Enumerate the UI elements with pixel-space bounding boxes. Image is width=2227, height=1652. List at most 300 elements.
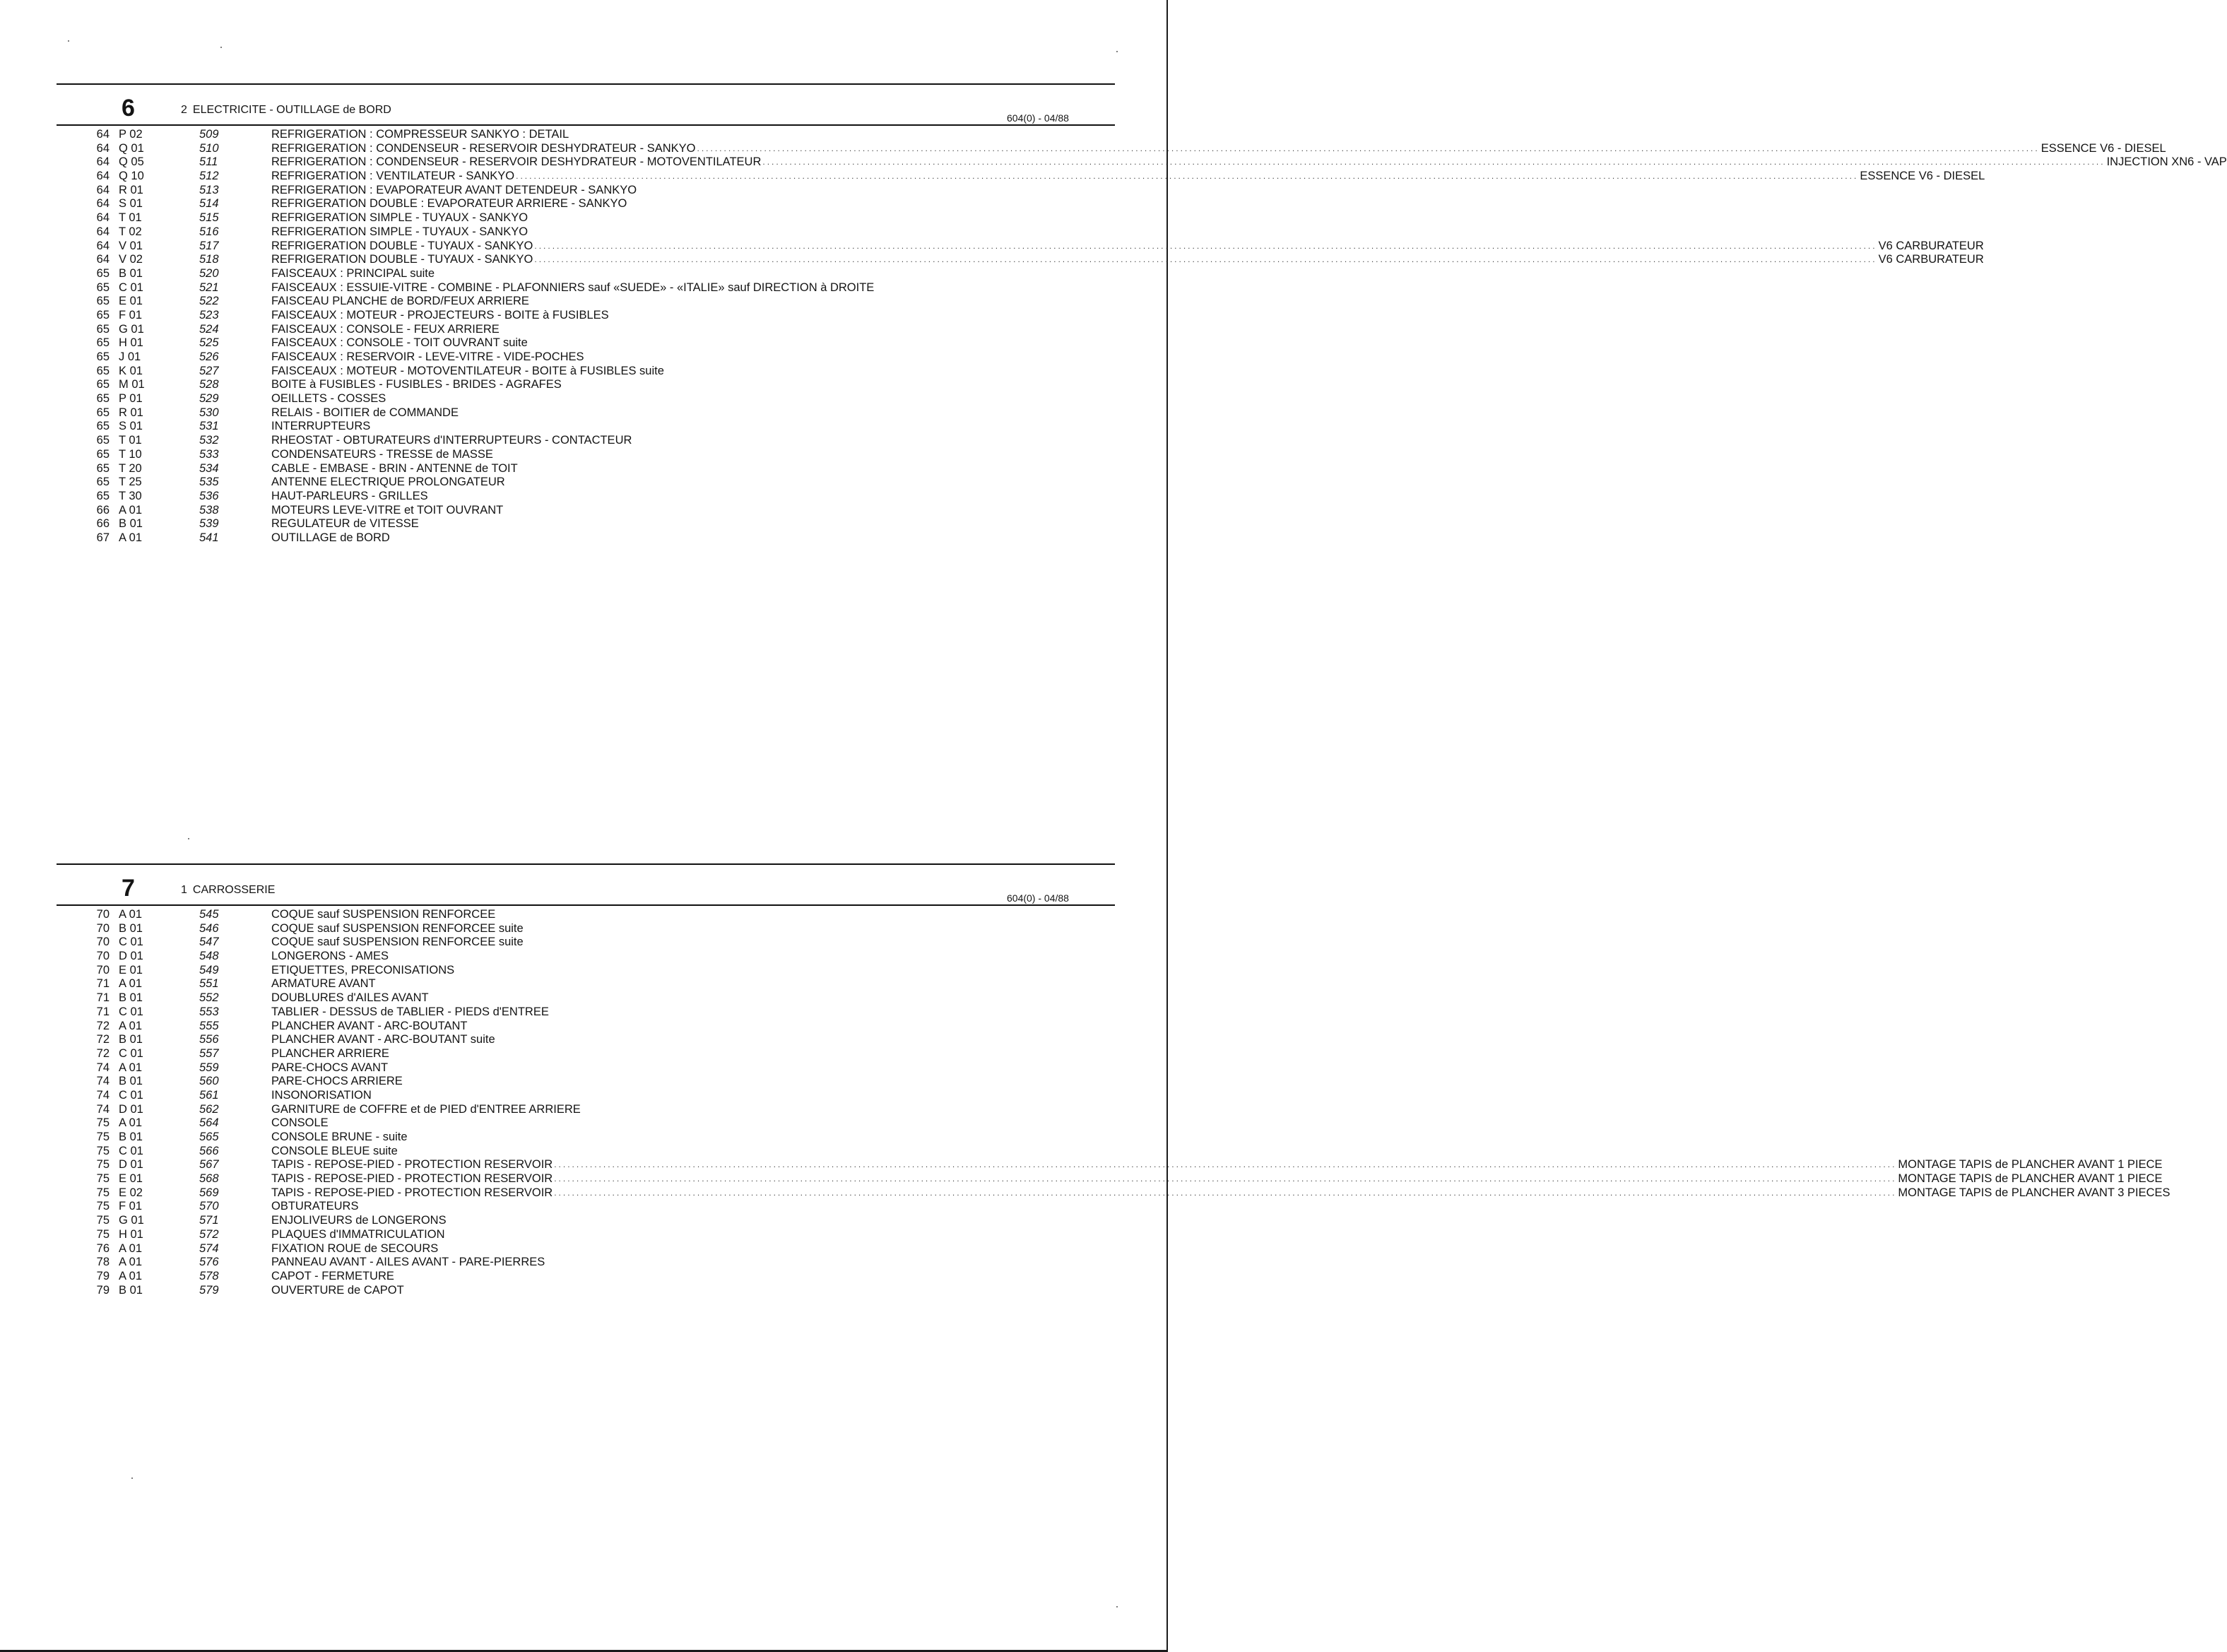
item-number: 70 <box>96 963 110 977</box>
list-item <box>57 336 1116 350</box>
item-number: 76 <box>96 1241 110 1255</box>
item-number: 64 <box>96 211 110 225</box>
item-page: 525 <box>199 336 219 350</box>
list-item <box>57 991 1116 1005</box>
item-page: 546 <box>199 921 219 935</box>
list-item <box>57 253 1984 267</box>
item-note: V6 CARBURATEUR <box>1878 253 1984 266</box>
item-page: 570 <box>199 1200 219 1213</box>
item-page: 567 <box>199 1158 219 1172</box>
item-title: LONGERONS - AMES <box>271 950 389 963</box>
item-group: R 01 <box>119 406 143 419</box>
item-page: 524 <box>199 322 219 336</box>
item-number: 65 <box>96 281 110 294</box>
item-group: S 01 <box>119 197 143 211</box>
item-note: INJECTION XN6 - VAP <box>2106 155 2227 169</box>
item-number: 72 <box>96 1046 110 1060</box>
item-description <box>271 365 1094 379</box>
item-number: 74 <box>96 1061 110 1074</box>
item-group: H 01 <box>119 1227 143 1241</box>
item-page: 515 <box>199 211 219 225</box>
item-description <box>271 267 1094 281</box>
scan-speck <box>1116 51 1118 52</box>
item-description <box>271 170 1985 184</box>
item-title: REFRIGERATION SIMPLE - TUYAUX - SANKYO <box>271 211 528 225</box>
list-item <box>57 184 1116 198</box>
item-number: 66 <box>96 503 110 517</box>
item-description <box>271 1200 1094 1214</box>
list-item <box>57 197 1116 211</box>
list-item <box>57 309 1116 323</box>
item-page: 527 <box>199 364 219 377</box>
item-number: 64 <box>96 197 110 211</box>
parts-index-list <box>57 128 2227 545</box>
leader-dots: ............................................................................................................................................................................................................................................................................................................ <box>534 240 1877 251</box>
item-number: 65 <box>96 392 110 406</box>
section-bottom-rule <box>57 124 1115 126</box>
item-title: COQUE sauf SUSPENSION RENFORCEE <box>271 908 496 921</box>
item-note: ESSENCE V6 - DIESEL <box>2040 141 2166 155</box>
item-note: V6 CARBURATEUR <box>1878 239 1984 252</box>
list-item <box>57 281 1116 295</box>
item-number: 65 <box>96 447 110 461</box>
item-title: HAUT-PARLEURS - GRILLES <box>271 489 428 502</box>
item-description <box>271 141 2166 156</box>
item-page: 568 <box>199 1172 219 1186</box>
list-item <box>57 1131 1116 1145</box>
item-title: PARE-CHOCS AVANT <box>271 1061 389 1074</box>
item-number: 72 <box>96 1019 110 1032</box>
item-group: B 01 <box>119 921 143 935</box>
item-page: 532 <box>199 434 219 447</box>
list-item <box>57 462 1116 476</box>
item-title: FAISCEAU PLANCHE de BORD/FEUX ARRIERE <box>271 295 529 308</box>
item-group: A 01 <box>119 1061 143 1074</box>
item-description <box>271 1020 1094 1034</box>
item-description <box>271 392 1094 406</box>
item-number: 65 <box>96 378 110 391</box>
item-title: FAISCEAUX : RESERVOIR - LEVE-VITRE - VIDE-POCHES <box>271 350 584 363</box>
item-number: 79 <box>96 1269 110 1282</box>
item-description <box>271 336 1094 350</box>
item-number: 64 <box>96 253 110 266</box>
item-title: MOTEURS LEVE-VITRE et TOIT OUVRANT <box>271 503 504 517</box>
list-item <box>57 531 1116 545</box>
item-description <box>271 964 1094 978</box>
item-number: 65 <box>96 350 110 363</box>
item-group: K 01 <box>119 364 143 377</box>
list-item <box>57 155 2227 170</box>
item-group: V 01 <box>119 239 143 252</box>
item-group: A 01 <box>119 503 143 517</box>
item-number: 64 <box>96 239 110 252</box>
leader-dots: ............................................................................................................................................................................................................................................................................................................ <box>697 143 2040 153</box>
section-sub-number: 2 <box>181 104 187 116</box>
list-item <box>57 977 1116 991</box>
section-title <box>181 885 275 896</box>
item-title: INSONORISATION <box>271 1088 372 1102</box>
item-description <box>271 295 1094 309</box>
list-item <box>57 1145 1116 1159</box>
item-group: C 01 <box>119 1005 143 1018</box>
item-group: G 01 <box>119 1214 144 1227</box>
list-item <box>57 434 1116 448</box>
item-note: MONTAGE TAPIS de PLANCHER AVANT 1 PIECE <box>1898 1172 2163 1186</box>
item-title: CABLE - EMBASE - BRIN - ANTENNE de TOIT <box>271 461 518 475</box>
item-number: 64 <box>96 128 110 141</box>
item-page: 528 <box>199 378 219 391</box>
item-page: 514 <box>199 197 219 211</box>
list-item <box>57 908 1116 922</box>
list-item <box>57 1284 1116 1298</box>
list-item <box>57 448 1116 462</box>
scan-speck <box>188 838 189 839</box>
item-page: 539 <box>199 517 219 531</box>
item-page: 555 <box>199 1019 219 1032</box>
item-title: OEILLETS - COSSES <box>271 392 386 406</box>
item-number: 74 <box>96 1088 110 1102</box>
item-description <box>271 1005 1094 1020</box>
item-description <box>271 239 1984 254</box>
list-item <box>57 392 1116 406</box>
item-title: PLANCHER AVANT - ARC-BOUTANT suite <box>271 1033 495 1046</box>
item-group: Q 05 <box>119 155 144 169</box>
item-number: 70 <box>96 908 110 921</box>
item-group: P 02 <box>119 128 143 141</box>
item-title: PARE-CHOCS ARRIERE <box>271 1075 403 1088</box>
item-page: 572 <box>199 1227 219 1241</box>
list-item <box>57 1172 2163 1186</box>
list-item <box>57 1005 1116 1020</box>
list-item <box>57 1061 1116 1075</box>
item-description <box>271 950 1094 964</box>
item-title: TABLIER - DESSUS de TABLIER - PIEDS d'ENTREE <box>271 1005 549 1018</box>
list-item <box>57 1075 1116 1089</box>
list-item <box>57 1270 1116 1284</box>
item-number: 65 <box>96 420 110 433</box>
list-item <box>57 128 1116 142</box>
list-item <box>57 490 1116 504</box>
item-title: RHEOSTAT - OBTURATEURS d'INTERRUPTEURS - CONTACTEUR <box>271 434 632 447</box>
item-title: INTERRUPTEURS <box>271 420 371 433</box>
list-item <box>57 323 1116 337</box>
leader-dots: ............................................................................................................................................................................................................................................................................................................ <box>762 157 2105 167</box>
item-number: 74 <box>96 1102 110 1116</box>
item-page: 579 <box>199 1283 219 1297</box>
list-item <box>57 420 1116 434</box>
item-title: FAISCEAUX : CONSOLE - FEUX ARRIERE <box>271 322 500 336</box>
item-description <box>271 922 1094 936</box>
item-page: 560 <box>199 1075 219 1088</box>
item-number: 75 <box>96 1200 110 1213</box>
item-number: 65 <box>96 434 110 447</box>
scan-speck <box>220 47 222 48</box>
item-page: 530 <box>199 406 219 419</box>
item-page: 574 <box>199 1241 219 1255</box>
item-group: A 01 <box>119 1256 143 1269</box>
item-group: C 01 <box>119 1088 143 1102</box>
section-reference: 604(0) - 04/88 <box>1007 892 1069 904</box>
item-title: ENJOLIVEURS de LONGERONS <box>271 1214 447 1227</box>
item-page: 545 <box>199 908 219 921</box>
item-group: T 20 <box>119 461 142 475</box>
item-page: 547 <box>199 936 219 949</box>
item-title: CAPOT - FERMETURE <box>271 1269 394 1282</box>
item-page: 521 <box>199 281 219 294</box>
list-item <box>57 1103 1116 1117</box>
scan-speck <box>131 1477 133 1479</box>
list-item <box>57 365 1116 379</box>
item-number: 75 <box>96 1227 110 1241</box>
item-page: 548 <box>199 950 219 963</box>
item-group: B 01 <box>119 1033 143 1046</box>
item-description <box>271 211 1094 225</box>
item-group: A 01 <box>119 1241 143 1255</box>
item-group: F 01 <box>119 1200 143 1213</box>
item-description <box>271 1284 1094 1298</box>
section-number: 7 <box>122 875 135 902</box>
item-number: 75 <box>96 1116 110 1130</box>
item-title: ETIQUETTES, PRECONISATIONS <box>271 963 455 977</box>
parts-index-list <box>57 908 2170 1297</box>
item-title: FAISCEAUX : PRINCIPAL suite <box>271 266 435 280</box>
item-group: C 01 <box>119 936 143 949</box>
item-title: BOITE à FUSIBLES - FUSIBLES - BRIDES - AGRAFES <box>271 378 562 391</box>
item-group: A 01 <box>119 531 143 544</box>
item-group: A 01 <box>119 908 143 921</box>
item-group: T 01 <box>119 434 142 447</box>
item-title: REFRIGERATION : CONDENSEUR - RESERVOIR DESHYDRATEUR - MOTOVENTILATEUR <box>271 155 762 169</box>
item-group: D 01 <box>119 1158 143 1172</box>
item-page: 559 <box>199 1061 219 1074</box>
item-number: 67 <box>96 531 110 544</box>
item-description <box>271 504 1094 518</box>
item-number: 70 <box>96 921 110 935</box>
item-page: 557 <box>199 1046 219 1060</box>
item-description <box>271 977 1094 991</box>
item-number: 74 <box>96 1075 110 1088</box>
item-page: 552 <box>199 991 219 1005</box>
item-page: 522 <box>199 295 219 308</box>
item-page: 510 <box>199 141 219 155</box>
item-group: E 01 <box>119 295 143 308</box>
item-title: FAISCEAUX : MOTEUR - MOTOVENTILATEUR - BOITE à FUSIBLES suite <box>271 364 664 377</box>
leader-dots: ............................................................................................................................................................................................................................................................................................................ <box>554 1187 1897 1198</box>
item-description <box>271 128 1094 142</box>
item-group: Q 10 <box>119 170 144 183</box>
item-description <box>271 1075 1094 1089</box>
item-number: 79 <box>96 1283 110 1297</box>
item-page: 512 <box>199 170 219 183</box>
item-number: 64 <box>96 183 110 196</box>
list-item <box>57 950 1116 964</box>
item-title: REFRIGERATION : VENTILATEUR - SANKYO <box>271 170 515 183</box>
item-number: 66 <box>96 517 110 531</box>
item-page: 569 <box>199 1186 219 1199</box>
item-group: B 01 <box>119 1283 143 1297</box>
item-page: 571 <box>199 1214 219 1227</box>
item-number: 75 <box>96 1144 110 1157</box>
list-item <box>57 1089 1116 1103</box>
item-page: 561 <box>199 1088 219 1102</box>
item-description <box>271 1047 1094 1061</box>
item-title: REFRIGERATION : CONDENSEUR - RESERVOIR DESHYDRATEUR - SANKYO <box>271 141 696 155</box>
item-title: CONSOLE BLEUE suite <box>271 1144 398 1157</box>
item-page: 517 <box>199 239 219 252</box>
leader-dots: ............................................................................................................................................................................................................................................................................................................ <box>534 254 1877 265</box>
item-title: ANTENNE ELECTRIQUE PROLONGATEUR <box>271 476 505 489</box>
item-title: TAPIS - REPOSE-PIED - PROTECTION RESERVOIR <box>271 1172 553 1186</box>
item-number: 75 <box>96 1131 110 1143</box>
item-page: 516 <box>199 225 219 238</box>
item-description <box>271 350 1094 365</box>
item-description <box>271 1228 1094 1242</box>
item-title: FAISCEAUX : CONSOLE - TOIT OUVRANT suite <box>271 336 528 350</box>
item-number: 72 <box>96 1033 110 1046</box>
item-group: D 01 <box>119 1102 143 1116</box>
item-group: T 01 <box>119 211 142 225</box>
item-description <box>271 476 1094 490</box>
item-page: 511 <box>199 155 218 169</box>
list-item <box>57 1116 1116 1131</box>
item-page: 562 <box>199 1102 219 1116</box>
item-title: REFRIGERATION : COMPRESSEUR SANKYO : DETAIL <box>271 128 569 141</box>
leader-dots: ............................................................................................................................................................................................................................................................................................................ <box>554 1160 1897 1170</box>
item-description <box>271 155 2227 170</box>
item-title: REFRIGERATION : EVAPORATEUR AVANT DETENDEUR - SANKYO <box>271 183 637 196</box>
item-group: E 01 <box>119 1172 143 1186</box>
item-description <box>271 1270 1094 1284</box>
item-description <box>271 1033 1094 1047</box>
item-group: M 01 <box>119 378 145 391</box>
item-page: 531 <box>199 420 219 433</box>
item-page: 564 <box>199 1116 219 1130</box>
item-note: MONTAGE TAPIS de PLANCHER AVANT 1 PIECE <box>1898 1158 2163 1172</box>
item-title: ARMATURE AVANT <box>271 977 376 991</box>
item-number: 65 <box>96 476 110 489</box>
item-number: 65 <box>96 336 110 350</box>
item-title: PLAQUES d'IMMATRICULATION <box>271 1227 445 1241</box>
item-group: D 01 <box>119 950 143 963</box>
item-group: F 01 <box>119 308 143 321</box>
list-item <box>57 964 1116 978</box>
item-group: J 01 <box>119 350 141 363</box>
item-page: 538 <box>199 503 219 517</box>
section-sub-number: 1 <box>181 884 187 896</box>
item-page: 566 <box>199 1144 219 1157</box>
item-title: PLANCHER AVANT - ARC-BOUTANT <box>271 1019 468 1032</box>
item-group: C 01 <box>119 281 143 294</box>
item-number: 75 <box>96 1186 110 1199</box>
item-page: 578 <box>199 1269 219 1282</box>
list-item <box>57 517 1116 531</box>
section-number: 6 <box>122 95 135 122</box>
item-description <box>271 1145 1094 1159</box>
item-group: H 01 <box>119 336 143 350</box>
item-group: B 01 <box>119 517 143 531</box>
list-item <box>57 1228 1116 1242</box>
section-title-text: CARROSSERIE <box>192 884 276 896</box>
item-number: 65 <box>96 364 110 377</box>
item-number: 71 <box>96 977 110 991</box>
item-title: REGULATEUR de VITESSE <box>271 517 419 531</box>
section-title <box>181 105 391 116</box>
item-page: 541 <box>199 531 219 544</box>
item-description <box>271 517 1094 531</box>
list-item <box>57 1256 1116 1270</box>
item-description <box>271 1186 2170 1200</box>
list-item <box>57 239 1984 254</box>
item-number: 70 <box>96 936 110 949</box>
item-title: FAISCEAUX : ESSUIE-VITRE - COMBINE - PLAFONNIERS sauf «SUEDE» - «ITALIE» sauf DIRECTION à DROITE <box>271 281 875 294</box>
list-item <box>57 1186 2170 1200</box>
item-page: 526 <box>199 350 219 363</box>
list-item <box>57 936 1116 950</box>
item-title: RELAIS - BOITIER de COMMANDE <box>271 406 459 419</box>
item-description <box>271 908 1094 922</box>
list-item <box>57 211 1116 225</box>
item-description <box>271 406 1094 420</box>
item-number: 75 <box>96 1214 110 1227</box>
item-title: TAPIS - REPOSE-PIED - PROTECTION RESERVOIR <box>271 1186 553 1199</box>
item-number: 65 <box>96 295 110 308</box>
item-description <box>271 1131 1094 1145</box>
item-description <box>271 225 1094 240</box>
item-group: V 02 <box>119 253 143 266</box>
item-number: 65 <box>96 489 110 502</box>
list-item <box>57 476 1116 490</box>
item-number: 75 <box>96 1158 110 1172</box>
item-title: OBTURATEURS <box>271 1200 359 1213</box>
item-group: B 01 <box>119 991 143 1005</box>
item-description <box>271 1172 2163 1186</box>
item-description <box>271 434 1094 448</box>
list-item <box>57 141 2166 156</box>
item-number: 78 <box>96 1256 110 1269</box>
item-description <box>271 323 1094 337</box>
item-description <box>271 420 1094 434</box>
list-item <box>57 225 1116 240</box>
item-title: REFRIGERATION DOUBLE - TUYAUX - SANKYO <box>271 239 533 252</box>
item-group: A 01 <box>119 1019 143 1032</box>
item-description <box>271 448 1094 462</box>
item-description <box>271 490 1094 504</box>
list-item <box>57 267 1116 281</box>
item-group: A 01 <box>119 977 143 991</box>
item-description <box>271 462 1094 476</box>
leader-dots: ............................................................................................................................................................................................................................................................................................................ <box>516 171 1859 182</box>
item-group: S 01 <box>119 420 143 433</box>
item-description <box>271 531 1094 545</box>
item-title: PANNEAU AVANT - AILES AVANT - PARE-PIERRES <box>271 1256 545 1269</box>
item-number: 71 <box>96 1005 110 1018</box>
item-title: CONSOLE BRUNE - suite <box>271 1131 408 1143</box>
list-item <box>57 170 1985 184</box>
item-title: GARNITURE de COFFRE et de PIED d'ENTREE ARRIERE <box>271 1102 581 1116</box>
list-item <box>57 1214 1116 1228</box>
section-title-text: ELECTRICITE - OUTILLAGE de BORD <box>192 104 391 116</box>
item-title: TAPIS - REPOSE-PIED - PROTECTION RESERVOIR <box>271 1158 553 1172</box>
item-note: MONTAGE TAPIS de PLANCHER AVANT 3 PIECES <box>1898 1186 2170 1199</box>
item-description <box>271 1158 2163 1172</box>
item-page: 529 <box>199 392 219 406</box>
item-group: B 01 <box>119 1075 143 1088</box>
item-number: 65 <box>96 322 110 336</box>
item-page: 509 <box>199 128 219 141</box>
item-group: B 01 <box>119 266 143 280</box>
item-description <box>271 309 1094 323</box>
item-group: C 01 <box>119 1144 143 1157</box>
